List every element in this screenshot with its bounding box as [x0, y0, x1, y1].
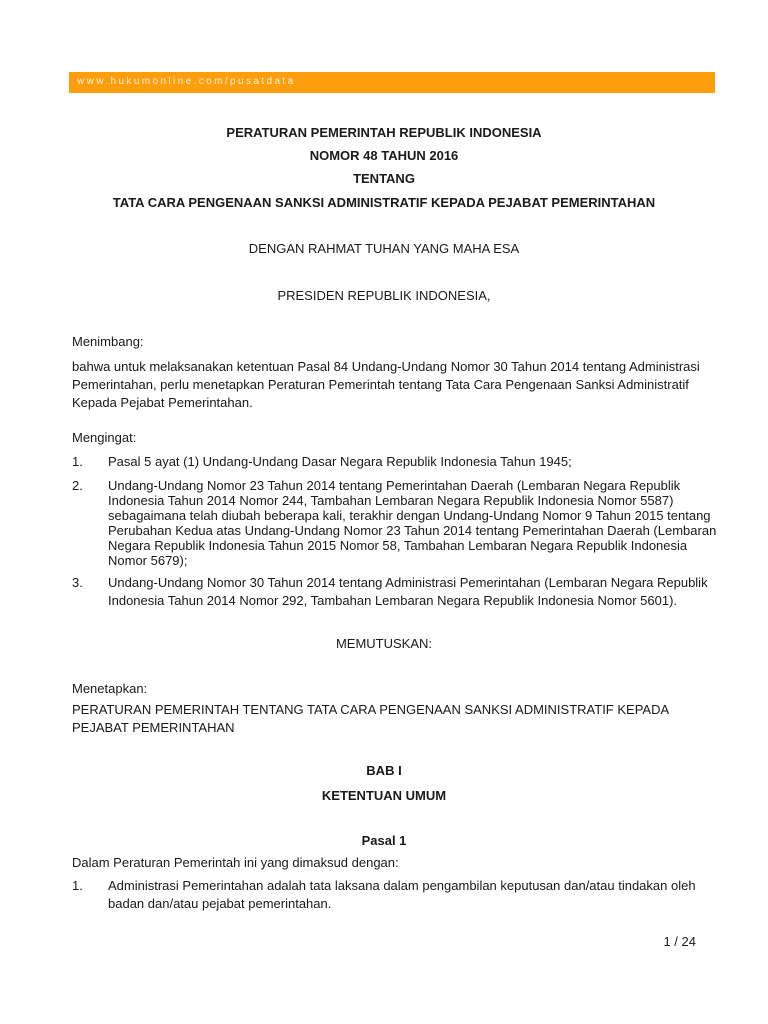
title-line-2: NOMOR 48 TAHUN 2016: [309, 148, 459, 163]
list-item-line: Pasal 5 ayat (1) Undang-Undang Dasar Negara Republik Indonesia Tahun 1945;: [108, 454, 572, 469]
source-url[interactable]: www.hukumonline.com/pusatdata: [77, 76, 296, 87]
menetapkan-line: PEJABAT PEMERINTAHAN: [72, 720, 235, 735]
list-item-line: Undang-Undang Nomor 30 Tahun 2014 tentang Administrasi Pemerintahan (Lembaran Negara Republik: [108, 575, 708, 590]
page-number: 1 / 24: [663, 934, 696, 949]
list-item-line: Undang-Undang Nomor 23 Tahun 2014 tentang Pemerintahan Daerah (Lembaran Negara Republik: [108, 478, 681, 493]
list-number: 1.: [72, 454, 83, 469]
list-item-line: Nomor 5679);: [108, 553, 188, 568]
menetapkan-label: Menetapkan:: [72, 681, 148, 696]
bab-subtitle: KETENTUAN UMUM: [321, 788, 447, 803]
memutuskan-heading: MEMUTUSKAN:: [335, 636, 433, 651]
source-url-banner: [69, 72, 715, 93]
list-item-line: Negara Republik Indonesia Tahun 2015 Nomor 58, Tambahan Lembaran Negara Republik Indonesia: [108, 538, 688, 553]
presiden-text: PRESIDEN REPUBLIK INDONESIA,: [277, 288, 491, 303]
bab-title: BAB I: [366, 763, 402, 778]
list-item-line: Administrasi Pemerintahan adalah tata laksana dalam pengambilan keputusan dan/atau tindakan oleh: [108, 878, 696, 893]
mengingat-label: Mengingat:: [72, 430, 137, 445]
title-line-4: TATA CARA PENGENAAN SANKSI ADMINISTRATIF KEPADA PEJABAT PEMERINTAHAN: [112, 195, 656, 210]
list-item-line: badan dan/atau pejabat pemerintahan.: [108, 896, 332, 911]
list-number: 1.: [72, 878, 83, 893]
pasal-intro: Dalam Peraturan Pemerintah ini yang dimaksud dengan:: [72, 855, 399, 870]
menimbang-line: bahwa untuk melaksanakan ketentuan Pasal 84 Undang-Undang Nomor 30 Tahun 2014 tentang Administrasi: [72, 359, 700, 374]
menimbang-line: Kepada Pejabat Pemerintahan.: [72, 395, 253, 410]
list-number: 3.: [72, 575, 83, 590]
list-number: 2.: [72, 478, 83, 493]
title-line-1: PERATURAN PEMERINTAH REPUBLIK INDONESIA: [226, 125, 542, 140]
list-item-line: Indonesia Tahun 2014 Nomor 292, Tambahan Lembaran Negara Republik Indonesia Nomor 5601).: [108, 593, 678, 608]
list-item-line: Perubahan Kedua atas Undang-Undang Nomor 23 Tahun 2014 tentang Pemerintahan Daerah (Lembaran: [108, 523, 717, 538]
menimbang-line: Pemerintahan, perlu menetapkan Peraturan Pemerintah tentang Tata Cara Pengenaan Sanksi Administratif: [72, 377, 689, 392]
rahmat-text: DENGAN RAHMAT TUHAN YANG MAHA ESA: [248, 241, 520, 256]
menetapkan-line: PERATURAN PEMERINTAH TENTANG TATA CARA PENGENAAN SANKSI ADMINISTRATIF KEPADA: [72, 702, 670, 717]
pasal-title: Pasal 1: [361, 833, 407, 848]
title-line-3: TENTANG: [353, 171, 415, 186]
menimbang-label: Menimbang:: [72, 334, 144, 349]
list-item-line: sebagaimana telah diubah beberapa kali, terakhir dengan Undang-Undang Nomor 9 Tahun 2015 tentang: [108, 508, 711, 523]
list-item-line: Indonesia Tahun 2014 Nomor 244, Tambahan Lembaran Negara Republik Indonesia Nomor 5587): [108, 493, 674, 508]
